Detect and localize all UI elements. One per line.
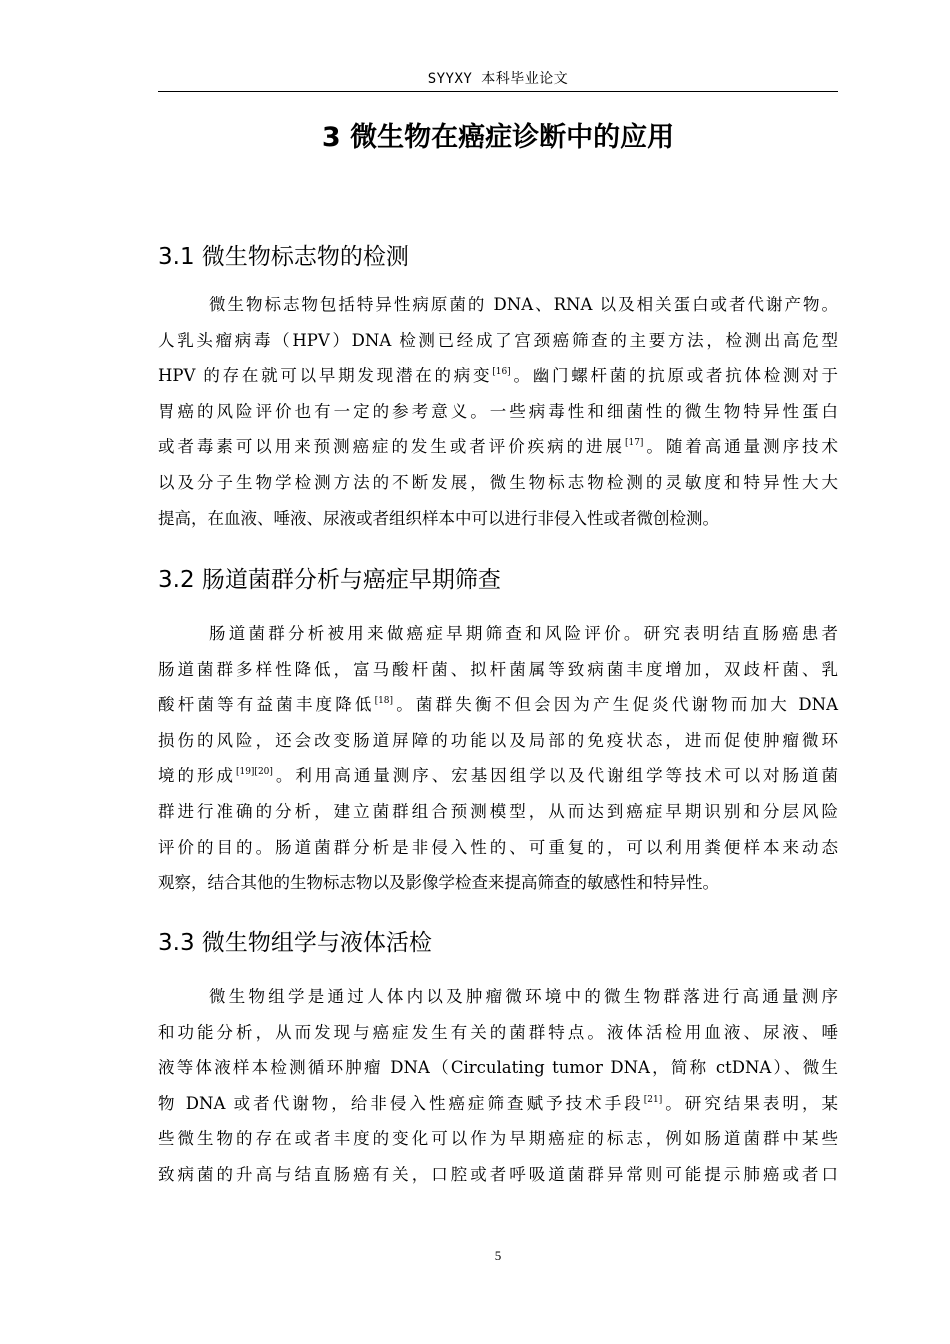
section-heading-3-1: 3.1 微生物标志物的检测: [158, 244, 409, 270]
text-span: 。研究结果表明，某: [662, 1093, 839, 1113]
text-line: 胃癌的风险评价也有一定的参考意义。一些病毒性和细菌性的微生物特异性蛋白: [158, 401, 838, 421]
text-line: 微生物标志物包括特异性病原菌的 DNA、RNA 以及相关蛋白或者代谢产物。: [209, 295, 838, 314]
citation-ref: [18]: [374, 696, 394, 707]
text-line: [158, 429, 838, 465]
text-line: 肠道菌群多样性降低，富马酸杆菌、拟杆菌属等致病菌丰度增加，双歧杆菌、乳: [158, 659, 838, 679]
text-span: 境的形成: [158, 766, 236, 786]
section-3-1-paragraph: [158, 287, 838, 536]
section-3-2-paragraph: [158, 616, 838, 901]
text-span: 。利用高通量测序、宏基因组学以及代谢组学等技术可以对肠道菌: [272, 766, 839, 786]
text-line: 人乳头瘤病毒（HPV）DNA 检测已经成了宫颈癌筛查的主要方法，检测出高危型: [158, 330, 838, 350]
text-line: [158, 358, 838, 394]
citation-ref: [17]: [624, 438, 644, 449]
text-span: 。幽门螺杆菌的抗原或者抗体检测对于: [510, 366, 839, 386]
page-number: 5: [494, 1248, 502, 1263]
text-line: 以及分子生物学检测方法的不断发展，微生物标志物检测的灵敏度和特异性大大: [158, 472, 838, 492]
text-line: [158, 1086, 838, 1122]
text-span: HPV 的存在就可以早期发现潜在的病变: [158, 366, 493, 386]
citation-ref: [21]: [643, 1094, 663, 1105]
text-line: 些微生物的存在或者丰度的变化可以作为早期癌症的标志，例如肠道菌群中某些: [158, 1129, 838, 1149]
text-span: 或者毒素可以用来预测癌症的发生或者评价疾病的进展: [158, 437, 625, 457]
section-3-3-paragraph: [158, 979, 838, 1193]
section-heading-3-3: 3.3 微生物组学与液体活检: [158, 930, 432, 956]
text-line: [158, 758, 838, 794]
text-span: 。随着高通量测序技术: [643, 437, 839, 457]
text-line: 微生物组学是通过人体内以及肿瘤微环境中的微生物群落进行高通量测序: [209, 987, 838, 1006]
text-line: [158, 687, 838, 723]
text-line: 肠道菌群分析被用来做癌症早期筛查和风险评价。研究表明结直肠癌患者: [209, 624, 838, 643]
text-line: 观察，结合其他的生物标志物以及影像学检查来提高筛查的敏感性和特异性。: [158, 873, 719, 893]
text-span: 。菌群失衡不但会因为产生促炎代谢物而加大 DNA: [393, 695, 838, 715]
text-line: 损伤的风险，还会改变肠道屏障的功能以及局部的免疫状态，进而促使肿瘤微环: [158, 730, 838, 750]
text-line: 和功能分析，从而发现与癌症发生有关的菌群特点。液体活检用血液、尿液、唾: [158, 1022, 838, 1042]
citation-ref: [16]: [492, 367, 511, 378]
text-line: 群进行准确的分析，建立菌群组合预测模型，从而达到癌症早期识别和分层风险: [158, 801, 838, 821]
text-line: 液等体液样本检测循环肿瘤 DNA（Circulating tumor DNA，简称 ctDNA）、微生: [158, 1058, 838, 1078]
text-span: 物 DNA 或者代谢物，给非侵入性癌症筛查赋予技术手段: [158, 1093, 644, 1113]
citation-ref: [19][20]: [235, 767, 273, 778]
text-line: 提高，在血液、唾液、尿液或者组织样本中可以进行非侵入性或者微创检测。: [158, 508, 719, 528]
text-line: 致病菌的升高与结直肠癌有关，口腔或者呼吸道菌群异常则可能提示肺癌或者口: [158, 1164, 838, 1184]
text-line: 评价的目的。肠道菌群分析是非侵入性的、可重复的，可以利用粪便样本来动态: [158, 837, 838, 857]
text-span: 酸杆菌等有益菌丰度降低: [158, 695, 375, 715]
running-header: SYYXY 本科毕业论文: [427, 71, 569, 87]
chapter-title: 3 微生物在癌症诊断中的应用: [321, 122, 675, 153]
section-heading-3-2: 3.2 肠道菌群分析与癌症早期筛查: [158, 567, 501, 593]
header-rule: [158, 91, 838, 92]
